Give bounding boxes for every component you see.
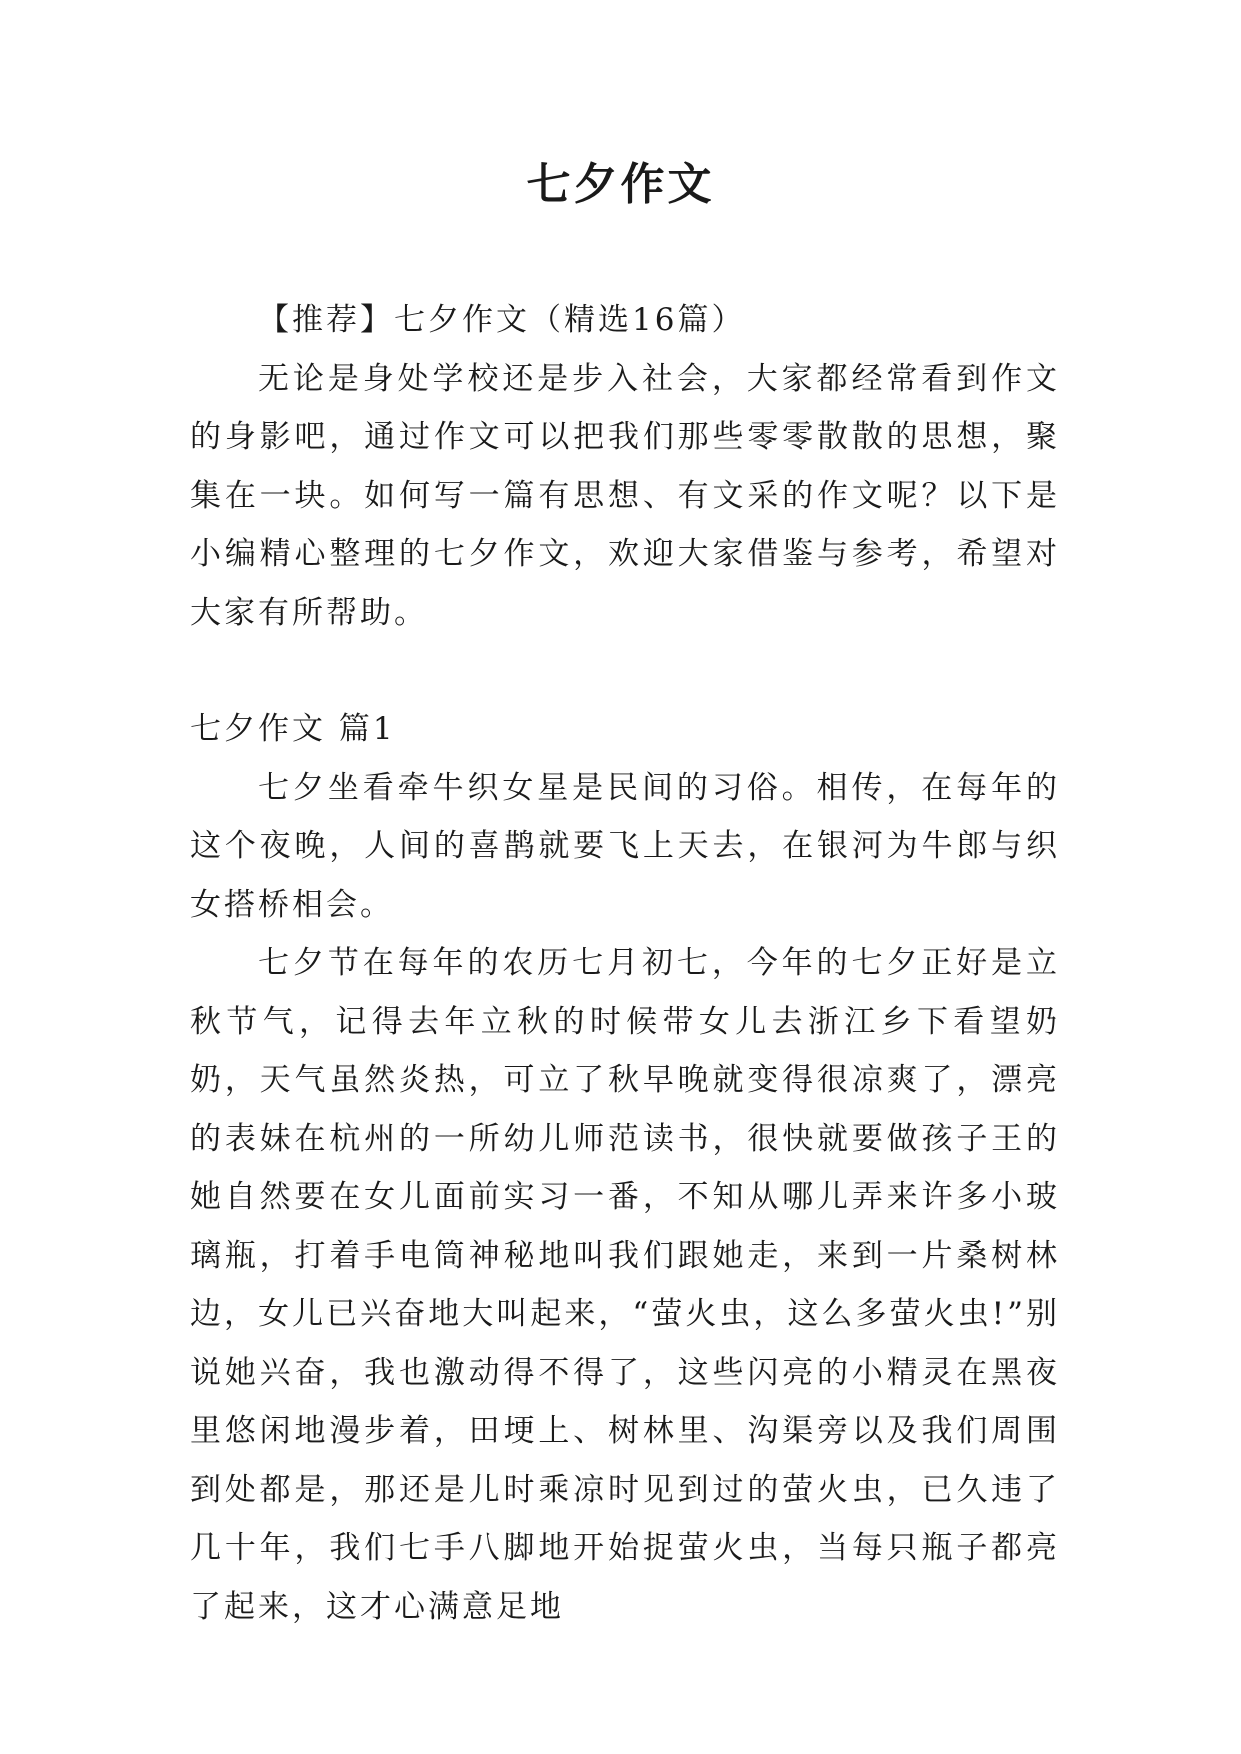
section-paragraph: 七夕坐看牵牛织女星是民间的习俗。相传，在每年的这个夜晚，人间的喜鹊就要飞上天去，在银河为牛郎与织女搭桥相会。 (190, 769, 1060, 923)
document-body (190, 291, 1060, 1636)
document-subtitle: 【推荐】七夕作文（精选16篇） (258, 302, 746, 338)
essay-section-1 (190, 700, 1060, 1636)
section-paragraph: 七夕节在每年的农历七月初七，今年的七夕正好是立秋节气，记得去年立秋的时候带女儿去浙江乡下看望奶奶，天气虽然炎热，可立了秋早晚就变得很凉爽了，漂亮的表妹在杭州的一所幼儿师范读书，很快就要做孩子王的她自然要在女儿面前实习一番，不知从哪儿弄来许多小玻璃瓶，打着手电筒神秘地叫我们跟她走，来到一片桑树林边，女儿已兴奋地大叫起来，“萤火虫，这么多萤火虫!”别说她兴奋，我也激动得不得了，这些闪亮的小精灵在黑夜里悠闲地漫步着，田埂上、树林里、沟渠旁以及我们周围到处都是，那还是儿时乘凉时见到过的萤火虫，已久违了几十年，我们七手八脚地开始捉萤火虫，当每只瓶子都亮了起来，这才心满意足地 (190, 945, 1060, 1625)
document-title: 七夕作文 (526, 159, 715, 210)
intro-paragraph: 无论是身处学校还是步入社会，大家都经常看到作文的身影吧，通过作文可以把我们那些零零散散的思想，聚集在一块。如何写一篇有思想、有文采的作文呢？以下是小编精心整理的七夕作文，欢迎大家借鉴与参考，希望对大家有所帮助。 (190, 360, 1060, 631)
section-spacer (190, 642, 1060, 700)
section-heading: 七夕作文 篇1 (190, 711, 396, 747)
